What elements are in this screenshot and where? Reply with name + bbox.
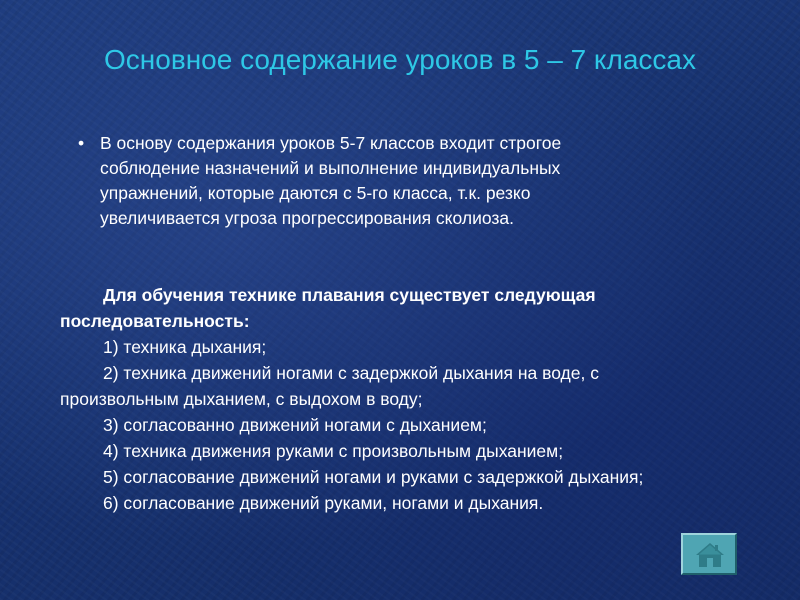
slide-title: Основное содержание уроков в 5 – 7 классах [104,44,696,75]
bullet-item [78,131,638,231]
home-button[interactable] [681,533,737,575]
sequence-step: 2) техника движений ногами с задержкой дыхания на воде, с произвольным дыханием, с выдохом в воду; [60,363,599,409]
bullet-text: В основу содержания уроков 5-7 классов входит строгое соблюдение назначений и выполнение индивидуальных упражнений, которые даются с 5-го класса, т.к. резко увеличивается угроза прогрессирования сколиоза. [100,133,562,228]
sequence-step: 1) техника дыхания; [103,337,267,357]
sequence-step: 3) согласованно движений ногами с дыханием; [103,415,487,435]
bullet-marker: • [78,133,85,153]
sequence-step: 5) согласование движений ногами и руками с задержкой дыхания; [103,467,644,487]
swimming-sequence [60,282,700,516]
sequence-step: 6) согласование движений руками, ногами и дыхания. [103,493,544,513]
sequence-heading: Для обучения технике плавания существует следующая последовательность: [60,285,596,331]
sequence-step: 4) техника движения руками с произвольным дыханием; [103,441,564,461]
home-icon [695,542,725,568]
